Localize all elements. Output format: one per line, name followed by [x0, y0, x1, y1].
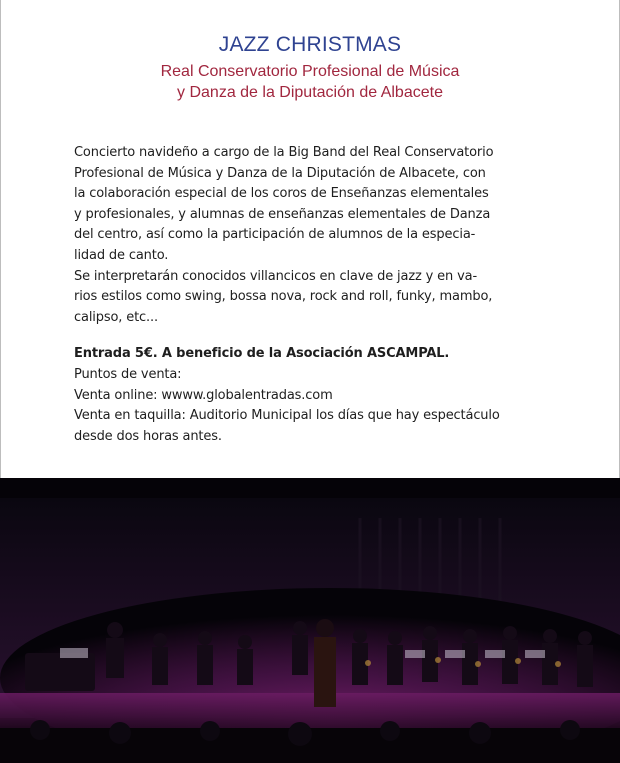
musician [106, 638, 124, 678]
event-description [74, 143, 548, 447]
instrument-glint [365, 660, 371, 666]
event-subtitle [0, 61, 620, 103]
musician [577, 645, 593, 687]
instrument-glint [435, 657, 441, 663]
musician [107, 622, 123, 638]
musician [198, 631, 212, 645]
sales-points-label: Puntos de venta: [74, 366, 182, 382]
music-stand [485, 650, 505, 658]
instrument-glint [555, 661, 561, 667]
musician [238, 635, 252, 649]
musician [292, 635, 308, 675]
description-line: calipso, etc... [74, 309, 158, 325]
description-line: la colaboración especial de los coros de Enseñanzas elementales [74, 186, 489, 202]
box-office-sales: desde dos horas antes. [74, 428, 222, 444]
conductor [314, 637, 336, 707]
musician [152, 647, 168, 685]
description-line: Se interpretarán conocidos villancicos en clave de jazz y en va- [74, 268, 477, 284]
music-stand [525, 650, 545, 658]
musician [503, 626, 517, 640]
musician [237, 649, 253, 685]
concert-stage-illustration [0, 478, 620, 763]
description-line: y profesionales, y alumnas de enseñanzas elementales de Danza [74, 206, 491, 222]
music-stand [405, 650, 425, 658]
musician [153, 633, 167, 647]
music-stand [445, 650, 465, 658]
description-line: Profesional de Música y Danza de la Diputación de Albacete, con [74, 165, 486, 181]
musician [543, 629, 557, 643]
subtitle-line: y Danza de la Diputación de Albacete [177, 84, 443, 101]
description-line: rios estilos como swing, bossa nova, rock and roll, funky, mambo, [74, 289, 493, 305]
musician [423, 626, 437, 640]
description-line: lidad de canto. [74, 247, 169, 263]
subtitle-line: Real Conservatorio Profesional de Música [160, 63, 460, 80]
musician [293, 621, 307, 635]
stage-floor [0, 693, 620, 733]
musician [388, 631, 402, 645]
instrument-glint [515, 658, 521, 664]
description-line: del centro, así como la participación de alumnos de la especia- [74, 227, 476, 243]
concert-photo [0, 478, 620, 763]
online-sales: Venta online: wwww.globalentradas.com [74, 387, 333, 403]
instrument-glint [475, 661, 481, 667]
music-stand [60, 648, 88, 658]
spacer [74, 328, 548, 344]
musician [578, 631, 592, 645]
description-line: Concierto navideño a cargo de la Big Band del Real Conservatorio [74, 145, 494, 160]
ticket-price: Entrada 5€. A beneficio de la Asociación ASCAMPAL. [74, 346, 450, 362]
box-office-sales: Venta en taquilla: Auditorio Municipal los días que hay espectáculo [74, 408, 500, 424]
musician [387, 645, 403, 685]
musician [353, 629, 367, 643]
event-title: JAZZ CHRISTMAS [218, 33, 402, 56]
musician [463, 629, 477, 643]
conductor [316, 619, 334, 637]
musician [197, 645, 213, 685]
piano [25, 653, 95, 691]
